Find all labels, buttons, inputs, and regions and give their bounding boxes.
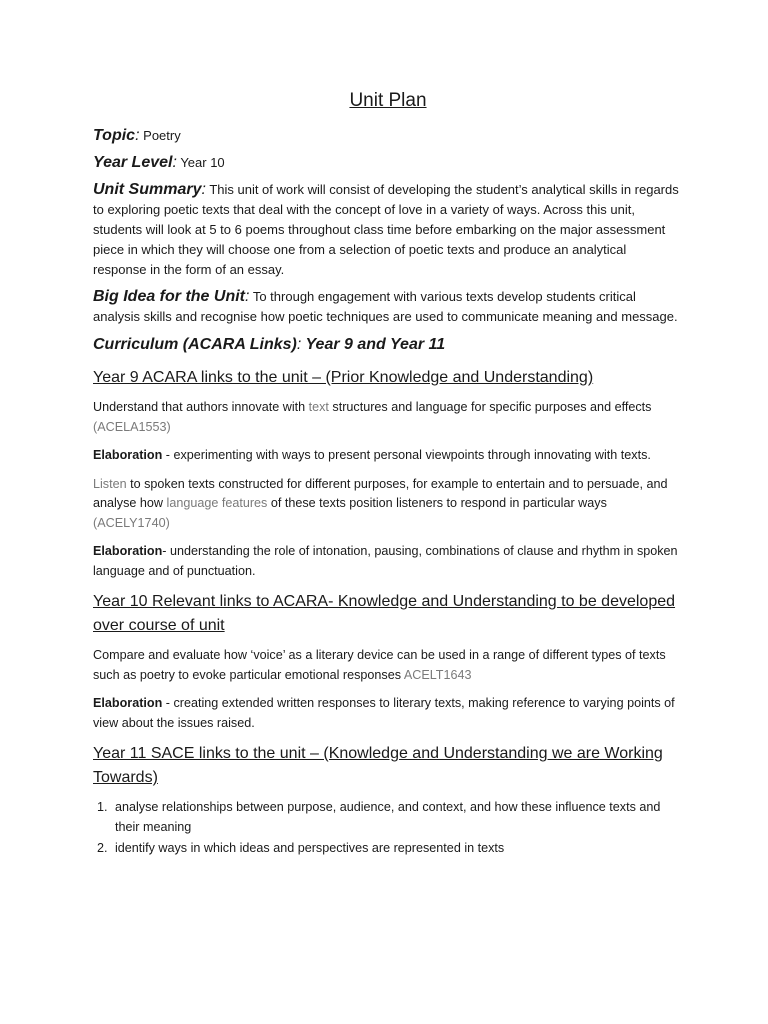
unit-summary-label: Unit Summary: (93, 181, 206, 198)
topic-field (93, 126, 683, 146)
year-level-value: Year 10 (180, 155, 225, 170)
list-item: 1. analyse relationships between purpose, audience, and context, and how these influence texts and their meaning (111, 798, 683, 837)
year9-elaboration-1: Elaboration - experimenting with ways to present personal viewpoints through innovating with texts. (93, 448, 651, 462)
curriculum-heading: Curriculum (ACARA Links): Year 9 and Year 11 (93, 336, 446, 353)
year9-elaboration-2: Elaboration- understanding the role of intonation, pausing, combinations of clause and rhythm in spoken language and of punctuation. (93, 544, 678, 578)
topic-value: Poetry (143, 128, 181, 143)
list-item: 2. identify ways in which ideas and perspectives are represented in texts (111, 839, 683, 859)
year10-paragraph-1: Compare and evaluate how ‘voice’ as a literary device can be used in a range of different types of texts such as poetry to evoke particular emotional responses ACELT1643 (93, 648, 666, 682)
acara-code: (ACELY1740) (93, 515, 170, 530)
year9-heading: Year 9 ACARA links to the unit – (Prior Knowledge and Understanding) (93, 369, 594, 386)
year9-paragraph-1: Understand that authors innovate with text structures and language for specific purposes and effects (ACELA1553) (93, 400, 652, 434)
year11-heading: Year 11 SACE links to the unit – (Knowledge and Understanding we are Working Towards) (93, 745, 663, 786)
text-link[interactable]: text (308, 400, 329, 414)
year10-heading: Year 10 Relevant links to ACARA- Knowledge and Understanding to be developed over course of unit (93, 593, 676, 634)
acara-code: (ACELA1553) (93, 419, 171, 434)
acara-code: ACELT1643 (403, 667, 472, 682)
unit-summary-field (93, 180, 683, 280)
year9-paragraph-2: Listen to spoken texts constructed for different purposes, for example to entertain and to persuade, and analyse how language features of these texts position listeners to respond in particular ways (ACELY1740) (93, 476, 668, 530)
unit-summary-text: This unit of work will consist of developing the student’s analytical skills in regards to exploring poetic texts that deal with the concept of love in a variety of ways. Across this unit, students will look at 5 to 6 poems throughout class time before embarking on the major assessment piece in which they will choose one from a selection of poetic texts and produce an analytical response in the form of an essay. (93, 182, 679, 277)
big-idea-label: Big Idea for the Unit: (93, 288, 250, 305)
big-idea-text: To through engagement with various texts develop students critical analysis skills and recognise how poetic techniques are used to communicate meaning and message. (93, 289, 678, 324)
listen-link[interactable]: Listen (93, 476, 127, 491)
year-level-label: Year Level: (93, 154, 177, 171)
document-page (93, 88, 683, 861)
year10-elaboration: Elaboration - creating extended written responses to literary texts, making reference to varying points of view about the issues raised. (93, 696, 675, 730)
big-idea-field (93, 287, 683, 327)
topic-label: Topic: (93, 127, 140, 144)
page-title: Unit Plan (349, 90, 427, 111)
year-level-field (93, 153, 683, 173)
year11-list (93, 798, 683, 859)
language-features-link[interactable]: language features (166, 496, 268, 510)
